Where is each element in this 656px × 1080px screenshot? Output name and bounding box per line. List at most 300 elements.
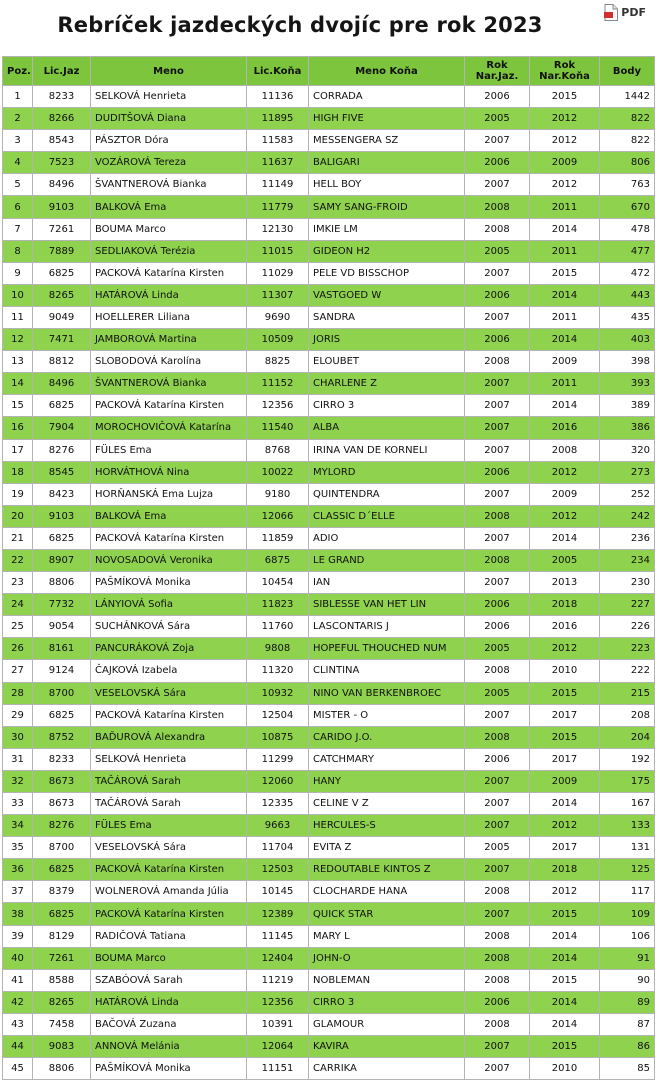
cell-rok-nar-kona: 2014 <box>530 284 600 306</box>
cell-rok-nar-kona: 2014 <box>530 395 600 417</box>
cell-lic-jaz: 8806 <box>33 572 91 594</box>
table-row <box>3 660 655 682</box>
table-row <box>3 461 655 483</box>
cell-rok-nar-jaz: 2007 <box>465 1058 530 1080</box>
cell-rok-nar-jaz: 2007 <box>465 174 530 196</box>
cell-meno: SELKOVÁ Henrieta <box>91 748 247 770</box>
table-row <box>3 395 655 417</box>
cell-poz: 26 <box>3 638 33 660</box>
col-header-rok-nar-kona: Rok Nar.Koňa <box>530 57 600 86</box>
cell-lic-kona: 12389 <box>247 903 309 925</box>
cell-meno: NOVOSADOVÁ Veronika <box>91 549 247 571</box>
cell-poz: 29 <box>3 704 33 726</box>
cell-body: 192 <box>600 748 655 770</box>
cell-body: 763 <box>600 174 655 196</box>
cell-meno: SZABÓOVÁ Sarah <box>91 969 247 991</box>
cell-rok-nar-jaz: 2006 <box>465 86 530 108</box>
cell-meno-kona: REDOUTABLE KINTOS Z <box>309 859 465 881</box>
cell-meno-kona: ELOUBET <box>309 351 465 373</box>
cell-meno: VESELOVSKÁ Sára <box>91 837 247 859</box>
cell-lic-kona: 12060 <box>247 770 309 792</box>
cell-meno: PACKOVÁ Katarína Kirsten <box>91 395 247 417</box>
cell-lic-jaz: 8496 <box>33 373 91 395</box>
cell-rok-nar-jaz: 2008 <box>465 549 530 571</box>
cell-lic-kona: 11859 <box>247 527 309 549</box>
cell-rok-nar-kona: 2009 <box>530 152 600 174</box>
cell-rok-nar-jaz: 2005 <box>465 638 530 660</box>
cell-meno-kona: JORIS <box>309 329 465 351</box>
cell-rok-nar-jaz: 2007 <box>465 262 530 284</box>
table-row <box>3 859 655 881</box>
cell-rok-nar-kona: 2012 <box>530 638 600 660</box>
cell-meno-kona: CHARLENE Z <box>309 373 465 395</box>
cell-poz: 19 <box>3 483 33 505</box>
table-row <box>3 373 655 395</box>
cell-rok-nar-jaz: 2008 <box>465 726 530 748</box>
cell-poz: 6 <box>3 196 33 218</box>
table-row <box>3 152 655 174</box>
cell-lic-jaz: 7458 <box>33 1013 91 1035</box>
cell-poz: 45 <box>3 1058 33 1080</box>
cell-poz: 37 <box>3 881 33 903</box>
cell-rok-nar-jaz: 2008 <box>465 196 530 218</box>
table-row <box>3 329 655 351</box>
cell-meno-kona: CLOCHARDE HANA <box>309 881 465 903</box>
cell-meno-kona: CLASSIC D´ELLE <box>309 505 465 527</box>
table-row <box>3 351 655 373</box>
cell-body: 393 <box>600 373 655 395</box>
col-header-poz: Poz. <box>3 57 33 86</box>
cell-rok-nar-jaz: 2008 <box>465 351 530 373</box>
cell-rok-nar-jaz: 2006 <box>465 329 530 351</box>
cell-lic-kona: 11307 <box>247 284 309 306</box>
cell-lic-kona: 11145 <box>247 925 309 947</box>
cell-meno-kona: MYLORD <box>309 461 465 483</box>
col-header-lic-jaz: Lic.Jaz <box>33 57 91 86</box>
cell-rok-nar-kona: 2012 <box>530 130 600 152</box>
table-row <box>3 196 655 218</box>
cell-lic-jaz: 9103 <box>33 505 91 527</box>
cell-body: 204 <box>600 726 655 748</box>
cell-poz: 39 <box>3 925 33 947</box>
table-row <box>3 483 655 505</box>
table-row <box>3 925 655 947</box>
pdf-download-button[interactable] <box>604 2 646 22</box>
cell-body: 91 <box>600 947 655 969</box>
cell-lic-jaz: 8423 <box>33 483 91 505</box>
cell-lic-kona: 10509 <box>247 329 309 351</box>
cell-meno-kona: HIGH FIVE <box>309 108 465 130</box>
cell-rok-nar-jaz: 2008 <box>465 881 530 903</box>
table-row <box>3 505 655 527</box>
cell-rok-nar-jaz: 2007 <box>465 793 530 815</box>
cell-lic-jaz: 8265 <box>33 991 91 1013</box>
cell-rok-nar-jaz: 2006 <box>465 748 530 770</box>
cell-lic-jaz: 7732 <box>33 594 91 616</box>
cell-poz: 3 <box>3 130 33 152</box>
cell-lic-jaz: 6825 <box>33 859 91 881</box>
col-header-meno: Meno <box>91 57 247 86</box>
cell-lic-jaz: 8379 <box>33 881 91 903</box>
cell-rok-nar-jaz: 2007 <box>465 859 530 881</box>
cell-rok-nar-kona: 2013 <box>530 572 600 594</box>
cell-poz: 38 <box>3 903 33 925</box>
cell-lic-jaz: 8812 <box>33 351 91 373</box>
cell-lic-jaz: 8545 <box>33 461 91 483</box>
cell-body: 443 <box>600 284 655 306</box>
cell-rok-nar-jaz: 2006 <box>465 152 530 174</box>
cell-lic-jaz: 7523 <box>33 152 91 174</box>
cell-rok-nar-jaz: 2005 <box>465 837 530 859</box>
cell-lic-jaz: 6825 <box>33 395 91 417</box>
table-row <box>3 284 655 306</box>
cell-meno: WOLNEROVÁ Amanda Júlia <box>91 881 247 903</box>
cell-rok-nar-kona: 2017 <box>530 837 600 859</box>
cell-lic-kona: 10932 <box>247 682 309 704</box>
cell-lic-kona: 11219 <box>247 969 309 991</box>
cell-poz: 22 <box>3 549 33 571</box>
cell-lic-kona: 10454 <box>247 572 309 594</box>
cell-meno-kona: ADIO <box>309 527 465 549</box>
table-row <box>3 240 655 262</box>
table-row <box>3 594 655 616</box>
cell-meno-kona: HANY <box>309 770 465 792</box>
cell-rok-nar-kona: 2015 <box>530 262 600 284</box>
cell-rok-nar-jaz: 2007 <box>465 306 530 328</box>
cell-meno: LÁNYIOVÁ Sofia <box>91 594 247 616</box>
cell-meno-kona: QUICK STAR <box>309 903 465 925</box>
cell-rok-nar-kona: 2015 <box>530 682 600 704</box>
cell-meno: PACKOVÁ Katarína Kirsten <box>91 903 247 925</box>
cell-lic-kona: 9663 <box>247 815 309 837</box>
cell-lic-kona: 12356 <box>247 395 309 417</box>
cell-lic-kona: 11540 <box>247 417 309 439</box>
cell-lic-kona: 8825 <box>247 351 309 373</box>
cell-meno-kona: PELE VD BISSCHOP <box>309 262 465 284</box>
cell-poz: 10 <box>3 284 33 306</box>
cell-meno-kona: KAVIRA <box>309 1036 465 1058</box>
cell-rok-nar-kona: 2012 <box>530 108 600 130</box>
cell-lic-jaz: 7471 <box>33 329 91 351</box>
cell-body: 85 <box>600 1058 655 1080</box>
cell-rok-nar-jaz: 2006 <box>465 461 530 483</box>
cell-meno: BAĎUROVÁ Alexandra <box>91 726 247 748</box>
cell-meno: MOROCHOVIČOVÁ Katarína <box>91 417 247 439</box>
cell-lic-jaz: 8700 <box>33 837 91 859</box>
cell-meno: HATÁROVÁ Linda <box>91 991 247 1013</box>
cell-rok-nar-kona: 2014 <box>530 218 600 240</box>
cell-lic-kona: 12066 <box>247 505 309 527</box>
cell-meno: BAČOVÁ Zuzana <box>91 1013 247 1035</box>
cell-rok-nar-jaz: 2008 <box>465 218 530 240</box>
cell-meno-kona: MISTER - O <box>309 704 465 726</box>
cell-rok-nar-kona: 2015 <box>530 1036 600 1058</box>
cell-rok-nar-jaz: 2006 <box>465 991 530 1013</box>
cell-poz: 35 <box>3 837 33 859</box>
cell-lic-kona: 11149 <box>247 174 309 196</box>
cell-lic-kona: 11029 <box>247 262 309 284</box>
cell-lic-jaz: 8700 <box>33 682 91 704</box>
cell-rok-nar-kona: 2014 <box>530 925 600 947</box>
cell-rok-nar-jaz: 2005 <box>465 240 530 262</box>
cell-lic-kona: 11583 <box>247 130 309 152</box>
cell-rok-nar-jaz: 2007 <box>465 815 530 837</box>
cell-lic-kona: 11637 <box>247 152 309 174</box>
cell-rok-nar-jaz: 2008 <box>465 505 530 527</box>
cell-meno-kona: CELINE V Z <box>309 793 465 815</box>
cell-lic-jaz: 7261 <box>33 947 91 969</box>
cell-lic-jaz: 9054 <box>33 616 91 638</box>
table-row <box>3 903 655 925</box>
cell-poz: 23 <box>3 572 33 594</box>
cell-meno-kona: IMKIE LM <box>309 218 465 240</box>
cell-lic-kona: 11151 <box>247 1058 309 1080</box>
table-row <box>3 616 655 638</box>
table-row <box>3 969 655 991</box>
table-row <box>3 1058 655 1080</box>
cell-rok-nar-jaz: 2006 <box>465 616 530 638</box>
cell-rok-nar-jaz: 2005 <box>465 108 530 130</box>
cell-meno: HATÁROVÁ Linda <box>91 284 247 306</box>
cell-body: 226 <box>600 616 655 638</box>
cell-lic-kona: 8768 <box>247 439 309 461</box>
cell-lic-kona: 12130 <box>247 218 309 240</box>
cell-lic-kona: 12064 <box>247 1036 309 1058</box>
cell-meno-kona: IRINA VAN DE KORNELI <box>309 439 465 461</box>
cell-poz: 33 <box>3 793 33 815</box>
cell-poz: 42 <box>3 991 33 1013</box>
cell-body: 90 <box>600 969 655 991</box>
cell-rok-nar-jaz: 2007 <box>465 130 530 152</box>
cell-poz: 14 <box>3 373 33 395</box>
cell-poz: 16 <box>3 417 33 439</box>
cell-rok-nar-kona: 2009 <box>530 483 600 505</box>
cell-body: 117 <box>600 881 655 903</box>
cell-poz: 27 <box>3 660 33 682</box>
table-row <box>3 572 655 594</box>
cell-meno: HORŇANSKÁ Ema Lujza <box>91 483 247 505</box>
cell-poz: 34 <box>3 815 33 837</box>
cell-lic-kona: 6875 <box>247 549 309 571</box>
cell-body: 125 <box>600 859 655 881</box>
cell-rok-nar-jaz: 2007 <box>465 483 530 505</box>
cell-meno: ŠVANTNEROVÁ Bianka <box>91 174 247 196</box>
cell-meno: ANNOVÁ Melánia <box>91 1036 247 1058</box>
cell-meno-kona: HERCULES-S <box>309 815 465 837</box>
cell-body: 208 <box>600 704 655 726</box>
cell-meno-kona: NINO VAN BERKENBROEC <box>309 682 465 704</box>
cell-rok-nar-jaz: 2007 <box>465 704 530 726</box>
cell-lic-jaz: 9124 <box>33 660 91 682</box>
table-row <box>3 881 655 903</box>
cell-body: 242 <box>600 505 655 527</box>
cell-rok-nar-jaz: 2008 <box>465 1013 530 1035</box>
cell-rok-nar-jaz: 2007 <box>465 770 530 792</box>
cell-body: 435 <box>600 306 655 328</box>
cell-lic-jaz: 8496 <box>33 174 91 196</box>
cell-poz: 9 <box>3 262 33 284</box>
cell-lic-jaz: 8673 <box>33 793 91 815</box>
cell-meno: PACKOVÁ Katarína Kirsten <box>91 262 247 284</box>
table-row <box>3 174 655 196</box>
cell-meno-kona: EVITA Z <box>309 837 465 859</box>
cell-rok-nar-jaz: 2007 <box>465 439 530 461</box>
cell-meno: BOUMA Marco <box>91 947 247 969</box>
cell-meno: SELKOVÁ Henrieta <box>91 86 247 108</box>
cell-meno: ŠVANTNEROVÁ Bianka <box>91 373 247 395</box>
cell-meno-kona: MESSENGERA SZ <box>309 130 465 152</box>
table-row <box>3 417 655 439</box>
table-row <box>3 793 655 815</box>
cell-meno-kona: NOBLEMAN <box>309 969 465 991</box>
table-row <box>3 748 655 770</box>
cell-lic-kona: 10145 <box>247 881 309 903</box>
cell-lic-jaz: 8233 <box>33 86 91 108</box>
col-header-rok-nar-jaz: Rok Nar.Jaz. <box>465 57 530 86</box>
cell-rok-nar-kona: 2014 <box>530 527 600 549</box>
table-row <box>3 704 655 726</box>
cell-poz: 2 <box>3 108 33 130</box>
cell-lic-kona: 11152 <box>247 373 309 395</box>
cell-rok-nar-kona: 2011 <box>530 196 600 218</box>
cell-rok-nar-kona: 2005 <box>530 549 600 571</box>
table-row <box>3 726 655 748</box>
cell-meno-kona: CIRRO 3 <box>309 395 465 417</box>
cell-lic-kona: 10022 <box>247 461 309 483</box>
cell-meno: VESELOVSKÁ Sára <box>91 682 247 704</box>
cell-rok-nar-kona: 2012 <box>530 881 600 903</box>
table-row <box>3 218 655 240</box>
cell-meno-kona: QUINTENDRA <box>309 483 465 505</box>
cell-meno-kona: SANDRA <box>309 306 465 328</box>
cell-body: 320 <box>600 439 655 461</box>
cell-lic-kona: 11136 <box>247 86 309 108</box>
cell-rok-nar-kona: 2018 <box>530 594 600 616</box>
col-header-body: Body <box>600 57 655 86</box>
cell-poz: 32 <box>3 770 33 792</box>
cell-body: 215 <box>600 682 655 704</box>
cell-lic-kona: 12503 <box>247 859 309 881</box>
cell-meno-kona: GIDEON H2 <box>309 240 465 262</box>
cell-meno: PAŠMÍKOVÁ Monika <box>91 572 247 594</box>
cell-body: 389 <box>600 395 655 417</box>
cell-rok-nar-jaz: 2007 <box>465 527 530 549</box>
cell-body: 131 <box>600 837 655 859</box>
cell-rok-nar-kona: 2010 <box>530 660 600 682</box>
cell-lic-jaz: 9103 <box>33 196 91 218</box>
cell-rok-nar-kona: 2018 <box>530 859 600 881</box>
cell-body: 109 <box>600 903 655 925</box>
cell-lic-jaz: 8588 <box>33 969 91 991</box>
cell-meno: FÜLES Ema <box>91 815 247 837</box>
cell-poz: 18 <box>3 461 33 483</box>
cell-meno: JAMBOROVÁ Martina <box>91 329 247 351</box>
cell-meno: PÁSZTOR Dóra <box>91 130 247 152</box>
cell-body: 670 <box>600 196 655 218</box>
cell-meno: RADIČOVÁ Tatiana <box>91 925 247 947</box>
cell-lic-jaz: 9083 <box>33 1036 91 1058</box>
cell-rok-nar-jaz: 2007 <box>465 903 530 925</box>
cell-lic-jaz: 8266 <box>33 108 91 130</box>
cell-rok-nar-kona: 2008 <box>530 439 600 461</box>
cell-rok-nar-kona: 2010 <box>530 1058 600 1080</box>
cell-lic-kona: 9808 <box>247 638 309 660</box>
cell-poz: 11 <box>3 306 33 328</box>
cell-meno: PACKOVÁ Katarína Kirsten <box>91 859 247 881</box>
cell-rok-nar-kona: 2011 <box>530 306 600 328</box>
cell-body: 477 <box>600 240 655 262</box>
cell-rok-nar-kona: 2009 <box>530 351 600 373</box>
cell-lic-kona: 12335 <box>247 793 309 815</box>
cell-rok-nar-jaz: 2008 <box>465 947 530 969</box>
cell-body: 472 <box>600 262 655 284</box>
cell-rok-nar-jaz: 2006 <box>465 594 530 616</box>
cell-poz: 43 <box>3 1013 33 1035</box>
cell-meno-kona: CATCHMARY <box>309 748 465 770</box>
cell-meno: FÜLES Ema <box>91 439 247 461</box>
cell-rok-nar-kona: 2017 <box>530 704 600 726</box>
cell-poz: 30 <box>3 726 33 748</box>
cell-lic-kona: 11299 <box>247 748 309 770</box>
col-header-meno-kona: Meno Koňa <box>309 57 465 86</box>
cell-lic-kona: 11760 <box>247 616 309 638</box>
cell-rok-nar-jaz: 2007 <box>465 572 530 594</box>
cell-rok-nar-kona: 2015 <box>530 726 600 748</box>
cell-poz: 17 <box>3 439 33 461</box>
cell-body: 252 <box>600 483 655 505</box>
table-row <box>3 770 655 792</box>
cell-lic-kona: 9180 <box>247 483 309 505</box>
cell-body: 398 <box>600 351 655 373</box>
cell-body: 1442 <box>600 86 655 108</box>
cell-lic-jaz: 8543 <box>33 130 91 152</box>
cell-rok-nar-jaz: 2008 <box>465 969 530 991</box>
table-row <box>3 86 655 108</box>
cell-lic-jaz: 6825 <box>33 903 91 925</box>
cell-meno: SEDLIAKOVÁ Terézia <box>91 240 247 262</box>
cell-body: 87 <box>600 1013 655 1035</box>
cell-meno: BALKOVÁ Ema <box>91 196 247 218</box>
cell-lic-jaz: 8907 <box>33 549 91 571</box>
cell-rok-nar-kona: 2017 <box>530 748 600 770</box>
cell-meno-kona: CIRRO 3 <box>309 991 465 1013</box>
cell-meno-kona: IAN <box>309 572 465 594</box>
cell-poz: 7 <box>3 218 33 240</box>
cell-lic-kona: 11704 <box>247 837 309 859</box>
cell-meno-kona: HOPEFUL THOUCHED NUM <box>309 638 465 660</box>
cell-rok-nar-kona: 2011 <box>530 240 600 262</box>
cell-poz: 1 <box>3 86 33 108</box>
cell-lic-jaz: 8752 <box>33 726 91 748</box>
cell-meno-kona: HELL BOY <box>309 174 465 196</box>
table-row <box>3 1036 655 1058</box>
table-row <box>3 947 655 969</box>
cell-meno: HORVÁTHOVÁ Nina <box>91 461 247 483</box>
ranking-table <box>2 56 655 1080</box>
cell-poz: 41 <box>3 969 33 991</box>
cell-rok-nar-jaz: 2007 <box>465 1036 530 1058</box>
cell-rok-nar-kona: 2016 <box>530 616 600 638</box>
cell-rok-nar-kona: 2009 <box>530 770 600 792</box>
cell-rok-nar-kona: 2016 <box>530 417 600 439</box>
cell-lic-jaz: 8673 <box>33 770 91 792</box>
cell-meno: BALKOVÁ Ema <box>91 505 247 527</box>
cell-meno-kona: JOHN-O <box>309 947 465 969</box>
cell-meno-kona: LASCONTARIS J <box>309 616 465 638</box>
cell-lic-jaz: 8806 <box>33 1058 91 1080</box>
cell-lic-jaz: 6825 <box>33 262 91 284</box>
cell-body: 478 <box>600 218 655 240</box>
